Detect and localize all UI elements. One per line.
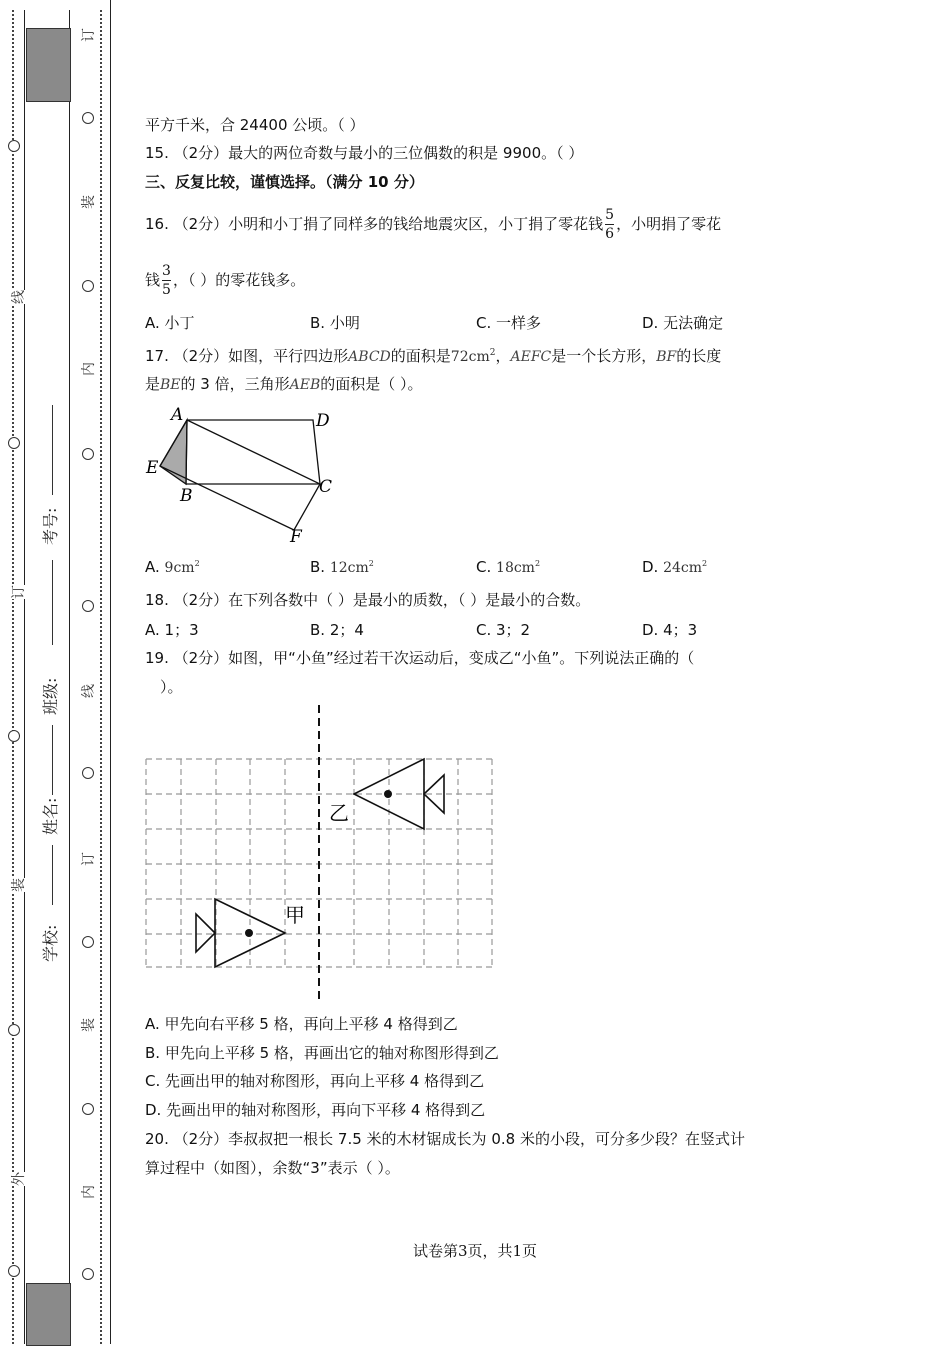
field-underline [52,405,53,495]
margin-char: 装 [11,878,27,892]
q17-text: ， [495,347,511,365]
q17-text: 是一个长方形， [551,347,657,365]
q17-text: 的长度 [676,347,722,365]
option-value: 12cm [329,560,369,576]
q16-text-a: 16. （2分）小明和小丁捐了同样多的钱给地震灾区，小丁捐了零花钱 [145,215,604,233]
margin-char: 装 [81,195,97,209]
margin-char: 线 [81,684,97,698]
field-label-class: 班级: [41,677,60,715]
q18-option-c[interactable]: C. 3；2 [476,621,531,639]
q17-abcd: ABCD [348,349,391,365]
fish-yi-eye [384,790,392,798]
q17-bf: BF [656,349,677,365]
margin-circle [82,767,94,779]
margin-char: 订 [81,852,97,866]
margin-circle [82,600,94,612]
margin-gray-block-bottom [26,1283,71,1346]
point-label-a: A [171,405,184,425]
q16-text-b: ，小明捐了零花 [616,215,722,233]
question-15: 15. （2分）最大的两位奇数与最小的三位偶数的积是 9900。（ ） [145,144,584,162]
q17-area-sup: 2 [489,348,496,358]
option-sup: 2 [702,559,708,568]
margin-circle [8,1265,20,1277]
q17-text: 是 [145,375,161,393]
field-label-name: 姓名: [41,797,60,835]
option-sup: 2 [368,559,374,568]
margin-circle [82,1103,94,1115]
margin-char: 订 [11,585,27,599]
margin-dotline-outer [12,10,14,1344]
field-underline [52,725,53,795]
margin-circle [82,112,94,124]
margin-circle [82,1268,94,1280]
q17-option-c[interactable] [476,558,540,576]
option-letter: B. [310,558,326,576]
margin-char: 订 [81,28,97,42]
field-label-exam-number: 考号: [41,507,60,545]
q17-parallelogram-figure [140,400,340,550]
q19-fish-grid-figure [140,700,510,1005]
margin-circle [8,1024,20,1036]
q16-fraction-1 [605,207,614,242]
option-letter: D. [642,558,659,576]
question-17-line2 [145,373,423,396]
field-label-school: 学校: [41,924,60,962]
frac-numerator: 5 [605,207,615,223]
q17-aeb: AEB [289,377,321,393]
q17-area: 72cm [450,349,490,365]
margin-circle [82,448,94,460]
margin-line-edge [110,0,111,1344]
binding-margin [0,0,112,1344]
question-19-line1: 19. （2分）如图，甲“小鱼”经过若干次运动后，变成乙“小鱼”。下列说法正确的（ [145,649,695,667]
margin-char: 外 [11,1172,27,1186]
margin-line-inner [69,10,70,1344]
question-18: 18. （2分）在下列各数中（ ）是最小的质数，（ ）是最小的合数。 [145,591,591,609]
margin-circle [8,140,20,152]
q17-option-a[interactable] [145,558,200,576]
question-16-line2 [145,258,305,302]
q19-option-b[interactable]: B. 甲先向上平移 5 格，再画出它的轴对称图形得到乙 [145,1044,499,1062]
margin-gray-block-top [26,28,71,102]
label-jia: 甲 [285,903,305,927]
q18-option-b[interactable]: B. 2；4 [310,621,364,639]
point-label-e: E [146,458,159,478]
margin-char: 内 [81,1185,97,1199]
option-value: 18cm [496,560,535,576]
q17-text: 的面积是（ ）。 [320,375,423,393]
q17-option-b[interactable] [310,558,374,576]
option-letter: C. [476,558,492,576]
section-3-heading: 三、反复比较，谨慎选择。（满分 10 分） [145,173,424,191]
q19-option-d[interactable]: D. 先画出甲的轴对称图形，再向下平移 4 格得到乙 [145,1101,486,1119]
option-value: 9cm [164,560,195,576]
q18-option-d[interactable]: D. 4；3 [642,621,698,639]
q16-fraction-2 [162,263,171,298]
q19-option-a[interactable]: A. 甲先向右平移 5 格，再向上平移 4 格得到乙 [145,1015,458,1033]
header-line: 平方千米，合 24400 公顷。（ ） [145,116,365,134]
margin-dotline-inner [100,10,102,1344]
fish-jia-eye [245,929,253,937]
q19-option-c[interactable]: C. 先画出甲的轴对称图形，再向上平移 4 格得到乙 [145,1072,485,1090]
margin-circle [8,730,20,742]
option-letter: A. [145,558,160,576]
margin-circle [82,936,94,948]
q18-option-a[interactable]: A. 1；3 [145,621,199,639]
q17-text: 的面积是 [390,347,451,365]
q17-be: BE [160,377,181,393]
question-16-line1 [145,202,721,246]
q17-text: 的 3 倍，三角形 [180,375,290,393]
question-20-line2: 算过程中（如图），余数“3”表示（ ）。 [145,1159,400,1177]
question-20-line1: 20. （2分）李叔叔把一根长 7.5 米的木材锯成长为 0.8 米的小段，可分多少段？在竖式计 [145,1130,745,1148]
frac-denominator: 6 [605,226,615,242]
q17-aefc: AEFC [510,349,552,365]
point-label-b: B [180,486,193,506]
q16-option-d[interactable]: D. 无法确定 [642,314,724,332]
option-sup: 2 [534,559,541,568]
option-value: 24cm [663,560,703,576]
question-19-line2: ）。 [160,678,183,696]
q16-option-a[interactable]: A. 小丁 [145,314,195,332]
fish-jia-tail [196,914,215,952]
point-label-d: D [316,411,330,431]
frac-numerator: 3 [162,263,171,279]
option-sup: 2 [194,559,200,568]
point-label-c: C [319,477,333,497]
margin-char: 线 [11,290,27,304]
margin-char: 装 [81,1018,97,1032]
label-yi: 乙 [329,801,349,825]
field-underline [52,845,53,905]
q16-text-d: ，（ ）的零花钱多。 [172,271,306,289]
margin-char: 内 [81,362,97,376]
q16-option-b[interactable]: B. 小明 [310,314,360,332]
margin-circle [82,280,94,292]
q17-option-d[interactable] [642,558,707,576]
margin-circle [8,437,20,449]
q17-text: 17. （2分）如图，平行四边形 [145,347,349,365]
field-underline [52,560,53,645]
point-label-f: F [290,527,302,547]
shaded-triangle-aeb [160,420,187,484]
q16-option-c[interactable]: C. 一样多 [476,314,542,332]
question-17-line1 [145,342,721,368]
q16-text-c: 钱 [145,271,161,289]
frac-denominator: 5 [162,282,171,298]
margin-line-outer [24,10,25,1344]
page-footer: 试卷第3页，共1页 [412,1242,538,1260]
